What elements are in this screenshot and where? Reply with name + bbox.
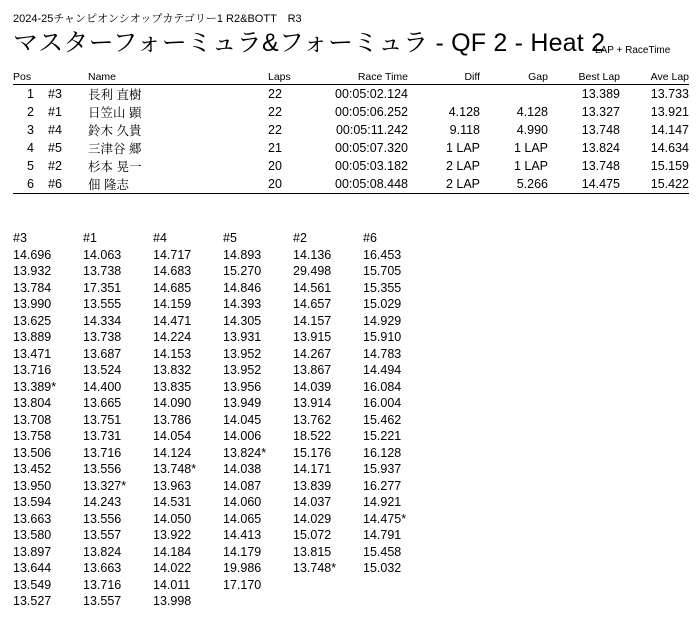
- lap-time: 13.952: [223, 363, 262, 377]
- col-header-gap: Gap: [480, 70, 548, 85]
- lap-time: 16.277: [363, 478, 402, 493]
- lap-time: 13.327*: [83, 478, 127, 493]
- lap-time: 13.708: [13, 412, 52, 427]
- lap-time: 14.413: [223, 528, 262, 542]
- result-ave-lap: 15.422: [620, 175, 689, 194]
- lap-time: 14.685: [153, 280, 192, 295]
- lap-time: 14.011: [153, 577, 191, 592]
- result-diff: 1 LAP: [445, 141, 480, 155]
- result-car-number: #4: [48, 123, 62, 137]
- result-row: [13, 139, 689, 157]
- result-laps: 22: [268, 123, 282, 137]
- lap-time: 14.791: [363, 528, 402, 542]
- event-subtitle: 2024-25チャンピオンシオップカテゴリー1 R2&BOTT R3: [13, 13, 302, 25]
- result-driver-name: 鈴木 久貴: [88, 124, 142, 138]
- result-best-lap: 13.824: [581, 141, 620, 155]
- result-race-time: 00:05:08.448: [308, 175, 408, 194]
- result-gap: 5.266: [480, 175, 548, 194]
- lap-time: 13.915: [293, 330, 332, 344]
- lap-time: 16.453: [363, 247, 402, 262]
- lap-time: 13.557: [83, 528, 122, 542]
- result-pos: 5: [27, 159, 34, 173]
- lap-time: 14.893: [223, 247, 262, 262]
- lap-time: 14.494: [363, 363, 402, 377]
- lap-time: 15.937: [363, 462, 402, 476]
- lap-time: 13.835: [153, 379, 192, 394]
- lap-time: 14.783: [363, 346, 402, 361]
- result-laps: 22: [268, 87, 282, 101]
- lap-time: 13.889: [13, 330, 52, 344]
- results-header-row: [13, 70, 689, 85]
- result-driver-name: 三津谷 郷: [88, 142, 142, 156]
- title-note: LAP + RaceTime: [595, 45, 671, 56]
- result-diff: 2 LAP: [408, 175, 480, 194]
- lap-column: [363, 230, 433, 610]
- lap-time: 13.389*: [13, 379, 57, 394]
- lap-time: 13.625: [13, 313, 52, 328]
- result-laps: 20: [268, 175, 308, 194]
- lap-time: 14.531: [153, 495, 192, 509]
- result-row: [13, 121, 689, 139]
- lap-time: 14.153: [153, 346, 192, 361]
- lap-time: 14.400: [83, 379, 122, 394]
- lap-time: 13.804: [13, 396, 52, 410]
- result-driver-name: 佃 隆志: [88, 175, 268, 194]
- lap-time: 13.555: [83, 297, 122, 311]
- result-race-time: 00:05:03.182: [335, 159, 408, 173]
- lap-time: 13.687: [83, 346, 122, 361]
- lap-column: [13, 230, 83, 610]
- lap-time: 13.824: [83, 544, 122, 559]
- lap-time: 13.748*: [293, 561, 337, 575]
- lap-time: 15.462: [363, 412, 402, 427]
- result-driver-name: 日笠山 顕: [88, 106, 142, 120]
- lap-time: 14.393: [223, 297, 262, 311]
- col-header-best-lap: Best Lap: [548, 70, 620, 85]
- lap-time: 19.986: [223, 561, 262, 575]
- lap-time: 14.157: [293, 313, 332, 328]
- lap-time: 14.683: [153, 264, 192, 278]
- lap-time: 13.452: [13, 462, 52, 476]
- lap-column-header: #4: [153, 231, 167, 245]
- lap-time: 13.556: [83, 511, 122, 526]
- result-laps: 21: [268, 141, 282, 155]
- lap-time: 13.922: [153, 528, 192, 542]
- lap-time: 14.038: [223, 462, 262, 476]
- lap-time: 16.128: [363, 445, 402, 460]
- result-diff: 9.118: [449, 123, 480, 137]
- lap-time: 13.738: [83, 330, 122, 344]
- lap-time: 14.184: [153, 544, 192, 559]
- result-best-lap: 13.389: [581, 87, 620, 101]
- lap-time: 13.471: [13, 346, 52, 361]
- lap-time: 13.644: [13, 561, 52, 575]
- lap-column: [83, 230, 153, 610]
- lap-time: 15.176: [293, 445, 332, 460]
- result-ave-lap: 13.921: [650, 105, 689, 119]
- lap-time: 13.897: [13, 544, 52, 559]
- lap-time: 13.580: [13, 528, 52, 542]
- col-header-laps: Laps: [268, 70, 308, 85]
- result-race-time: 00:05:11.242: [335, 123, 408, 137]
- lap-time: 14.561: [293, 280, 332, 295]
- lap-time: 14.087: [223, 478, 262, 493]
- result-pos: 1: [27, 87, 34, 101]
- result-gap: 4.990: [516, 123, 548, 137]
- lap-time: 13.716: [83, 445, 122, 460]
- results-body: [13, 85, 689, 194]
- lap-time: 13.549: [13, 577, 52, 592]
- lap-time: 13.762: [293, 412, 332, 427]
- lap-time: 14.334: [83, 313, 122, 328]
- lap-time: 14.054: [153, 429, 192, 443]
- lap-time: 14.696: [13, 247, 52, 262]
- lap-time: 14.929: [363, 313, 402, 328]
- result-laps: 22: [268, 105, 282, 119]
- result-gap: [480, 85, 548, 104]
- result-row: [13, 157, 689, 175]
- lap-time: 13.751: [83, 412, 122, 427]
- col-header-pos: Pos: [13, 70, 48, 85]
- lap-time: 13.832: [153, 363, 192, 377]
- result-car-number: #1: [48, 105, 62, 119]
- col-header-number: [48, 70, 88, 85]
- lap-time: 13.716: [13, 363, 52, 377]
- result-pos: 3: [27, 123, 34, 137]
- result-car-number: #6: [48, 175, 88, 194]
- lap-time: 13.506: [13, 445, 52, 460]
- result-gap: 4.128: [516, 105, 548, 119]
- lap-time: 14.039: [293, 379, 332, 394]
- result-diff: 2 LAP: [445, 159, 480, 173]
- lap-time: 13.956: [223, 379, 262, 394]
- lap-time: 14.037: [293, 495, 332, 509]
- lap-time: 13.758: [13, 429, 52, 443]
- lap-column: [293, 230, 363, 610]
- lap-time: 13.748*: [153, 462, 197, 476]
- lap-time: 14.063: [83, 247, 122, 262]
- lap-time: 13.663: [83, 561, 122, 575]
- lap-time: 13.839: [293, 478, 332, 493]
- result-diff: [408, 85, 480, 104]
- lap-time: 14.022: [153, 561, 192, 575]
- lap-time: 15.458: [363, 544, 402, 559]
- result-driver-name: 杉本 晃一: [88, 160, 142, 174]
- lap-column-header: #6: [363, 231, 377, 245]
- lap-time: 14.090: [153, 396, 192, 410]
- lap-time: 13.931: [223, 330, 262, 344]
- lap-time: 14.006: [223, 429, 262, 443]
- lap-time: 14.136: [293, 247, 332, 262]
- lap-time: 13.867: [293, 363, 332, 377]
- lap-time: 14.846: [223, 280, 262, 295]
- result-row: [13, 175, 689, 194]
- lap-time: 13.815: [293, 544, 332, 559]
- lap-column-header: #3: [13, 231, 27, 245]
- lap-time: 13.557: [83, 594, 122, 608]
- lap-time: 14.159: [153, 297, 192, 311]
- result-best-lap: 14.475: [548, 175, 620, 194]
- lap-time: 14.471: [153, 313, 192, 328]
- lap-time: 13.738: [83, 264, 122, 278]
- lap-time: 14.475*: [363, 511, 407, 526]
- lap-time: 15.072: [293, 528, 332, 542]
- lap-time: 15.221: [363, 429, 402, 443]
- lap-time: 16.004: [363, 396, 402, 410]
- lap-time: 17.170: [223, 577, 262, 592]
- lap-time: 15.029: [363, 297, 402, 311]
- result-ave-lap: 13.733: [650, 87, 689, 101]
- result-pos: 6: [13, 175, 48, 194]
- result-diff: 4.128: [448, 105, 480, 119]
- lap-time: 14.224: [153, 330, 192, 344]
- lap-time: 13.665: [83, 396, 122, 410]
- lap-column-header: #1: [83, 231, 97, 245]
- lap-column-header: #2: [293, 231, 307, 245]
- lap-time: 14.065: [223, 511, 262, 526]
- lap-time: 14.657: [293, 297, 332, 311]
- lap-time: 13.594: [13, 495, 52, 509]
- col-header-name: Name: [88, 70, 268, 85]
- lap-time: 18.522: [293, 429, 332, 443]
- results-table: [13, 70, 689, 194]
- lap-time: 13.716: [83, 577, 122, 592]
- col-header-ave-lap: Ave Lap: [620, 70, 689, 85]
- result-pos: 2: [27, 105, 34, 119]
- lap-time: 14.179: [223, 544, 262, 559]
- lap-time: 13.949: [223, 396, 262, 410]
- result-best-lap: 13.327: [581, 105, 620, 119]
- lap-time: 13.963: [153, 478, 192, 493]
- lap-time: 15.705: [363, 264, 402, 278]
- result-row: [13, 103, 689, 121]
- result-ave-lap: 15.159: [650, 159, 689, 173]
- lap-time: 13.952: [223, 346, 262, 361]
- result-ave-lap: 14.147: [650, 123, 689, 137]
- lap-time: 16.084: [363, 379, 402, 394]
- lap-time: 13.932: [13, 264, 52, 278]
- lap-column: [153, 230, 223, 610]
- lap-time: 14.171: [293, 462, 332, 476]
- result-race-time: 00:05:02.124: [335, 87, 408, 101]
- result-pos: 4: [27, 141, 34, 155]
- result-race-time: 00:05:07.320: [335, 141, 408, 155]
- col-header-diff: Diff: [408, 70, 480, 85]
- page-title: マスターフォーミュラ&フォーミュラ - QF 2 - Heat 2: [13, 29, 606, 57]
- lap-time: 13.998: [153, 594, 192, 608]
- lap-time: 17.351: [83, 280, 122, 295]
- lap-column: [223, 230, 293, 610]
- lap-time: 13.950: [13, 478, 52, 493]
- lap-time: 13.524: [83, 363, 122, 377]
- result-row: [13, 85, 689, 104]
- lap-times-grid: [13, 230, 433, 610]
- lap-time: 14.267: [293, 346, 332, 361]
- result-car-number: #3: [48, 87, 62, 101]
- lap-column-header: #5: [223, 231, 237, 245]
- result-car-number: #5: [48, 141, 62, 155]
- lap-time: 14.305: [223, 313, 262, 328]
- lap-time: 13.527: [13, 594, 52, 608]
- lap-time: 14.029: [293, 511, 332, 526]
- result-ave-lap: 14.634: [650, 141, 689, 155]
- result-laps: 20: [268, 159, 282, 173]
- lap-time: 13.990: [13, 297, 52, 311]
- lap-time: 13.663: [13, 511, 52, 526]
- lap-time: 14.045: [223, 412, 262, 427]
- lap-time: 15.910: [363, 330, 402, 344]
- result-driver-name: 長利 直樹: [88, 88, 142, 102]
- lap-time: 13.914: [293, 396, 332, 410]
- lap-time: 14.921: [363, 495, 402, 509]
- result-gap: 1 LAP: [513, 141, 548, 155]
- lap-time: 13.731: [83, 429, 122, 443]
- lap-time: 15.355: [363, 280, 402, 295]
- lap-time: 13.556: [83, 462, 122, 476]
- lap-time: 13.786: [153, 412, 192, 427]
- lap-time: 13.784: [13, 280, 52, 295]
- result-car-number: #2: [48, 159, 62, 173]
- lap-time: 15.032: [363, 561, 402, 575]
- lap-time: 14.243: [83, 495, 122, 509]
- lap-time: 13.824*: [223, 445, 267, 460]
- col-header-race-time: Race Time: [308, 70, 408, 85]
- result-best-lap: 13.748: [581, 123, 620, 137]
- result-best-lap: 13.748: [581, 159, 620, 173]
- result-gap: 1 LAP: [513, 159, 548, 173]
- lap-time: 29.498: [293, 264, 332, 278]
- lap-time: 14.717: [153, 247, 192, 262]
- lap-time: 15.270: [223, 264, 262, 278]
- lap-time: 14.124: [153, 445, 192, 460]
- result-race-time: 00:05:06.252: [335, 105, 408, 119]
- lap-time: 14.060: [223, 495, 262, 509]
- lap-time: 14.050: [153, 511, 192, 526]
